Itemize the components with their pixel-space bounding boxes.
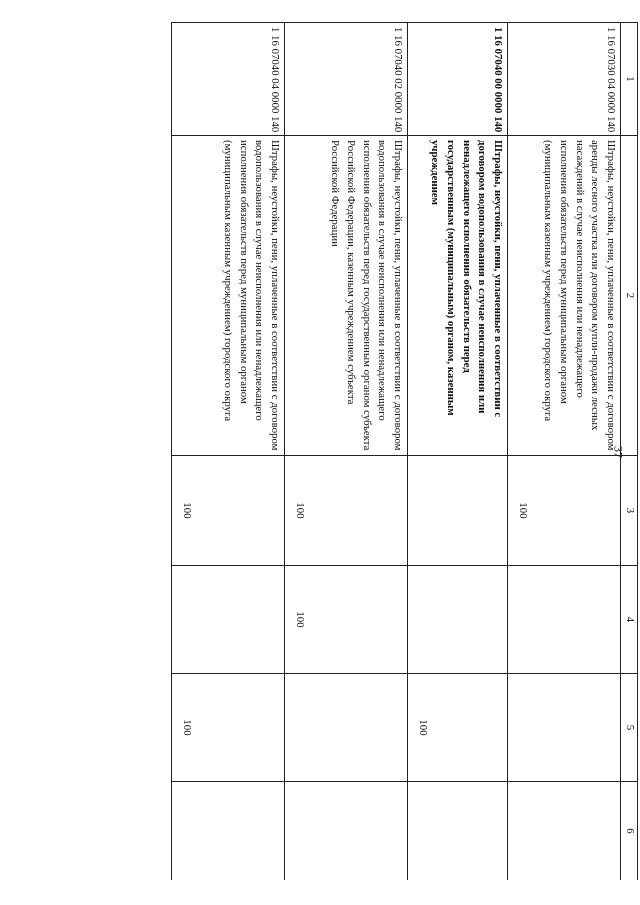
column-header-4: 4 (621, 566, 638, 674)
row-value-col5 (508, 674, 621, 782)
row-code: 1 16 07030 04 0000 140 (508, 23, 621, 136)
row-code: 1 16 07040 02 0000 140 (285, 23, 408, 136)
row-value-col6 (172, 782, 285, 881)
row-value-col5: 100 (172, 674, 285, 782)
table-row (285, 23, 408, 881)
table-container (78, 22, 638, 880)
row-value-col6 (285, 782, 408, 881)
row-value-col3 (408, 456, 508, 566)
table-row (508, 23, 621, 881)
row-description: Штрафы, неустойки, пени, уплаченные в соответствии с договором водопользования в случае неисполнения или ненадлежащего исполнения обязательств перед государственным органом субъекта Российской Федерации, казенным учреждением субъекта Российской Федерации (285, 136, 408, 456)
row-value-col4 (172, 566, 285, 674)
column-number-row (621, 23, 638, 881)
table-row (172, 23, 285, 881)
column-header-1: 1 (621, 23, 638, 136)
row-description: Штрафы, неустойки, пени, уплаченные в соответствии с договором водопользования в случае неисполнения или ненадлежащего исполнения обязательств перед муниципальным органом (муниципальным казенным учреждением) городского округа (172, 136, 285, 456)
row-code: 1 16 07040 04 0000 140 (172, 23, 285, 136)
column-header-2: 2 (621, 136, 638, 456)
row-value-col4 (508, 566, 621, 674)
row-value-col3: 100 (508, 456, 621, 566)
row-value-col4 (408, 566, 508, 674)
column-header-6: 6 (621, 782, 638, 881)
rotated-page-area (78, 22, 638, 880)
row-description: Штрафы, неустойки, пени, уплаченные в соответствии с договором аренды лесного участка или договором купли-продажи лесных насаждений в случае неисполнения или ненадлежащего исполнения обязательств перед муниципальным органом (муниципальным казенным учреждением) городского округа (508, 136, 621, 456)
row-value-col3: 100 (172, 456, 285, 566)
row-value-col6 (408, 782, 508, 881)
row-description: Штрафы, неустойки, пени, уплаченные в соответствии с договором водопользования в случае неисполнения или ненадлежащего исполнения обязательств перед государственным (муниципальным) органом, казенным учреждением (408, 136, 508, 456)
budget-codes-table (171, 22, 638, 880)
row-value-col5: 100 (408, 674, 508, 782)
page-number: 37 (611, 446, 626, 458)
table-row (408, 23, 508, 881)
column-header-3: 3 (621, 456, 638, 566)
column-header-5: 5 (621, 674, 638, 782)
row-code: 1 16 07040 00 0000 140 (408, 23, 508, 136)
row-value-col6 (508, 782, 621, 881)
row-value-col4: 100 (285, 566, 408, 674)
row-value-col3: 100 (285, 456, 408, 566)
row-value-col5 (285, 674, 408, 782)
